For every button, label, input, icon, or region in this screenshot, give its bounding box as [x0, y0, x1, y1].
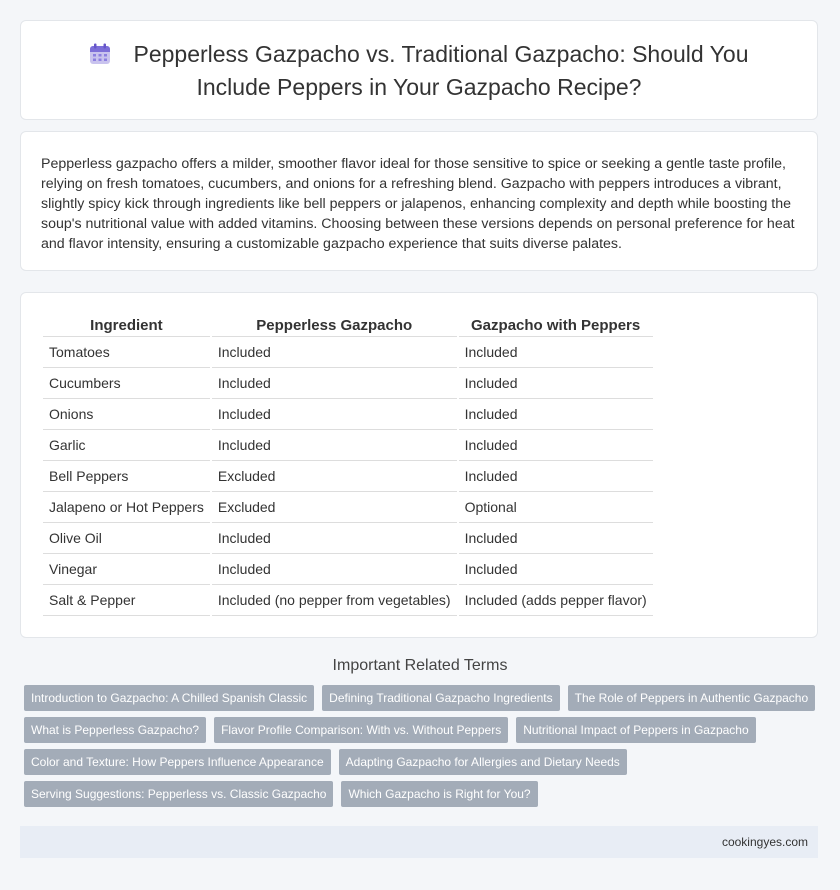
table-cell: Included (adds pepper flavor) [459, 584, 653, 616]
table-cell: Optional [459, 491, 653, 522]
table-cell: Cucumbers [43, 367, 210, 398]
related-term-tag[interactable]: Introduction to Gazpacho: A Chilled Spanish Classic [24, 685, 314, 711]
table-row [43, 491, 653, 522]
table-cell: Included [459, 336, 653, 367]
table-row [43, 553, 653, 584]
related-term-tag[interactable]: What is Pepperless Gazpacho? [24, 717, 206, 743]
table-cell: Included [212, 367, 457, 398]
comparison-table-card [20, 292, 818, 638]
table-row [43, 367, 653, 398]
intro-card [20, 131, 818, 271]
calendar-icon [89, 42, 111, 72]
table-cell: Included [459, 367, 653, 398]
table-cell: Salt & Pepper [43, 584, 210, 616]
related-term-tag[interactable]: Nutritional Impact of Peppers in Gazpacho [516, 717, 755, 743]
table-cell: Included [459, 553, 653, 584]
table-row [43, 522, 653, 553]
related-term-tag[interactable]: The Role of Peppers in Authentic Gazpacho [568, 685, 815, 711]
related-term-tag[interactable]: Serving Suggestions: Pepperless vs. Classic Gazpacho [24, 781, 333, 807]
related-term-tag[interactable]: Color and Texture: How Peppers Influence Appearance [24, 749, 331, 775]
footer [20, 826, 818, 858]
table-row [43, 584, 653, 616]
title-card [20, 20, 818, 120]
table-cell: Included [459, 522, 653, 553]
footer-site-link[interactable]: cookingyes.com [721, 835, 808, 849]
table-cell: Included [459, 460, 653, 491]
table-cell: Olive Oil [43, 522, 210, 553]
table-cell: Excluded [212, 460, 457, 491]
related-terms-list [20, 685, 824, 807]
table-cell: Included (no pepper from vegetables) [212, 584, 457, 616]
related-term-tag[interactable]: Which Gazpacho is Right for You? [341, 781, 537, 807]
related-terms-heading: Important Related Terms [332, 657, 508, 674]
table-cell: Included [212, 522, 457, 553]
table-header-row [43, 313, 653, 336]
table-cell: Included [212, 336, 457, 367]
column-header-with-peppers: Gazpacho with Peppers [471, 317, 641, 334]
table-cell: Included [459, 429, 653, 460]
related-term-tag[interactable]: Adapting Gazpacho for Allergies and Dietary Needs [339, 749, 627, 775]
table-cell: Jalapeno or Hot Peppers [43, 491, 210, 522]
table-cell: Included [459, 398, 653, 429]
column-header-ingredient: Ingredient [90, 317, 163, 334]
page-title [59, 39, 779, 102]
table-row [43, 429, 653, 460]
related-term-tag[interactable]: Defining Traditional Gazpacho Ingredients [322, 685, 559, 711]
table-cell: Tomatoes [43, 336, 210, 367]
table-cell: Included [212, 553, 457, 584]
related-terms-section [20, 657, 820, 807]
table-cell: Included [212, 398, 457, 429]
table-cell: Bell Peppers [43, 460, 210, 491]
comparison-table [41, 313, 655, 616]
column-header-pepperless: Pepperless Gazpacho [256, 317, 413, 334]
table-cell: Included [212, 429, 457, 460]
table-row [43, 398, 653, 429]
intro-paragraph: Pepperless gazpacho offers a milder, smoother flavor ideal for those sensitive to spice or seeking a gentle taste profile, relying on fresh tomatoes, cucumbers, and onions for a refreshing blend. Gazpacho with peppers introduces a vibrant, slightly spicy kick through ingredients like bell peppers or jalapenos, enhancing complexity and depth while boosting the soup's nutritional value with added vitamins. Choosing between these versions depends on personal preference for heat and flavor intensity, ensuring a customizable gazpacho experience that suits diverse palates. [41, 156, 795, 252]
page-title-text: Pepperless Gazpacho vs. Traditional Gazpacho: Should You Include Peppers in Your Gazpacho Recipe? [133, 40, 749, 100]
table-row [43, 460, 653, 491]
table-cell: Garlic [43, 429, 210, 460]
related-term-tag[interactable]: Flavor Profile Comparison: With vs. Without Peppers [214, 717, 508, 743]
table-cell: Onions [43, 398, 210, 429]
table-cell: Vinegar [43, 553, 210, 584]
table-cell: Excluded [212, 491, 457, 522]
table-row [43, 336, 653, 367]
